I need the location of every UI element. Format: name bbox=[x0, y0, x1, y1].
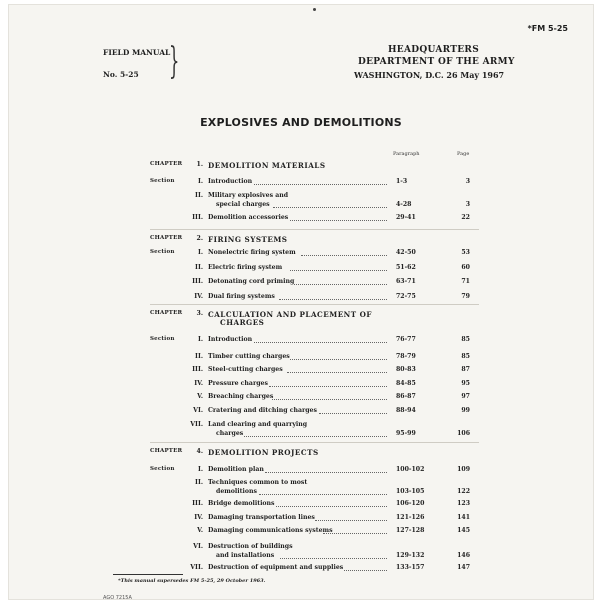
section-title: Military explosives and bbox=[208, 192, 289, 199]
page-number: 99 bbox=[461, 407, 470, 414]
page-number: 87 bbox=[461, 366, 470, 373]
chapter-title: DEMOLITION MATERIALS bbox=[208, 161, 326, 170]
chapter-label: CHAPTER bbox=[150, 310, 183, 316]
section-number: IV. bbox=[194, 380, 203, 387]
section-title: Damaging transportation lines bbox=[208, 514, 315, 521]
section-number: I. bbox=[197, 336, 203, 343]
section-label: Section bbox=[150, 336, 175, 342]
location-date: WASHINGTON, D.C. 26 May 1967 bbox=[354, 70, 505, 80]
page-number: 85 bbox=[461, 353, 470, 360]
paragraph-range: 106-120 bbox=[396, 500, 425, 507]
paragraph-range: 133-157 bbox=[396, 564, 425, 571]
paragraph-range: 86-87 bbox=[396, 393, 416, 400]
dot-leader bbox=[273, 207, 387, 208]
section-number: I. bbox=[197, 466, 203, 473]
paragraph-range: 100-102 bbox=[396, 466, 425, 473]
footnote-rule bbox=[113, 574, 183, 575]
section-title: Breaching charges bbox=[208, 393, 274, 400]
page-number: 106 bbox=[457, 430, 470, 437]
page-number: 85 bbox=[461, 336, 470, 343]
section-title: Timber cutting charges bbox=[208, 353, 290, 360]
section-title: Bridge demolitions bbox=[208, 500, 275, 507]
paragraph-range: 129-132 bbox=[396, 552, 425, 559]
dot-leader bbox=[269, 386, 387, 387]
document-page bbox=[8, 4, 594, 600]
paragraph-range: 78-79 bbox=[396, 353, 416, 360]
dot-leader bbox=[254, 342, 387, 343]
section-title: Demolition accessories bbox=[208, 214, 289, 221]
chapter-title-continued: CHARGES bbox=[220, 318, 265, 327]
footnote: *This manual supersedes FM 5-25, 29 October 1963. bbox=[118, 578, 266, 584]
page-number: 71 bbox=[461, 278, 470, 285]
chapter-number: 2. bbox=[196, 235, 203, 242]
section-number: I. bbox=[197, 249, 203, 256]
page-number: 141 bbox=[457, 514, 470, 521]
chapter-divider bbox=[150, 229, 479, 230]
manual-number: No. 5-25 bbox=[103, 70, 139, 79]
section-number: IV. bbox=[194, 514, 203, 521]
paragraph-range: 1-3 bbox=[396, 178, 408, 185]
section-title: Destruction of buildings bbox=[208, 543, 293, 550]
section-number: II. bbox=[195, 353, 203, 360]
page-column-header: Page bbox=[457, 151, 470, 157]
headquarters: HEADQUARTERS bbox=[388, 45, 480, 55]
section-number: III. bbox=[192, 278, 203, 285]
section-title: Destruction of equipment and supplies bbox=[208, 564, 344, 571]
page-number: 97 bbox=[461, 393, 470, 400]
paragraph-range: 103-105 bbox=[396, 488, 425, 495]
section-title: Introduction bbox=[208, 178, 253, 185]
footer-code: AGO 7215A bbox=[103, 595, 132, 600]
dot-leader bbox=[290, 270, 387, 271]
section-title: Techniques common to most bbox=[208, 479, 308, 486]
section-number: IV. bbox=[194, 293, 203, 300]
table-of-contents bbox=[8, 4, 594, 600]
dot-leader bbox=[319, 413, 387, 414]
chapter-number: 1. bbox=[196, 161, 203, 168]
chapter-label: CHAPTER bbox=[150, 161, 183, 167]
page-number: 123 bbox=[457, 500, 470, 507]
paragraph-column-header: Paragraph bbox=[393, 151, 420, 157]
section-title: Cratering and ditching charges bbox=[208, 407, 317, 414]
section-number: II. bbox=[195, 264, 203, 271]
section-label: Section bbox=[150, 466, 175, 472]
chapter-label: CHAPTER bbox=[150, 448, 183, 454]
paragraph-range: 84-85 bbox=[396, 380, 416, 387]
section-label: Section bbox=[150, 249, 175, 255]
section-number: VII. bbox=[190, 421, 203, 428]
dot-leader bbox=[344, 570, 387, 571]
section-number: VI. bbox=[193, 407, 203, 414]
dot-leader bbox=[287, 372, 387, 373]
paragraph-range: 42-50 bbox=[396, 249, 416, 256]
dot-leader bbox=[301, 255, 387, 256]
paragraph-range: 63-71 bbox=[396, 278, 416, 285]
section-title: Dual firing systems bbox=[208, 293, 275, 300]
dot-leader bbox=[259, 494, 387, 495]
section-title: Pressure charges bbox=[208, 380, 268, 387]
chapter-number: 3. bbox=[196, 310, 203, 317]
section-title: Detonating cord priming bbox=[208, 278, 295, 285]
section-title: Damaging communications systems bbox=[208, 527, 333, 534]
paragraph-range: 127-128 bbox=[396, 527, 425, 534]
section-number: I. bbox=[197, 178, 203, 185]
paragraph-range: 76-77 bbox=[396, 336, 416, 343]
dot-leader bbox=[279, 299, 387, 300]
page-number: 147 bbox=[457, 564, 470, 571]
paragraph-range: 80-83 bbox=[396, 366, 416, 373]
chapter-number: 4. bbox=[196, 448, 203, 455]
paragraph-range: 51-62 bbox=[396, 264, 416, 271]
section-title-continued: special charges bbox=[216, 201, 270, 208]
paragraph-range: 88-94 bbox=[396, 407, 416, 414]
paragraph-range: 29-41 bbox=[396, 214, 416, 221]
section-title-continued: demolitions bbox=[216, 488, 257, 495]
dot-leader bbox=[244, 436, 387, 437]
section-title-continued: and installations bbox=[216, 552, 275, 559]
section-number: II. bbox=[195, 192, 203, 199]
section-title: Steel-cutting charges bbox=[208, 366, 283, 373]
paragraph-range: 72-75 bbox=[396, 293, 416, 300]
section-number: III. bbox=[192, 500, 203, 507]
section-number: II. bbox=[195, 479, 203, 486]
section-title: Electric firing system bbox=[208, 264, 283, 271]
page-number: 122 bbox=[457, 488, 470, 495]
section-number: III. bbox=[192, 366, 203, 373]
dot-leader bbox=[315, 520, 387, 521]
department: DEPARTMENT OF THE ARMY bbox=[358, 57, 515, 67]
chapter-title: FIRING SYSTEMS bbox=[208, 235, 288, 244]
chapter-title: DEMOLITION PROJECTS bbox=[208, 448, 319, 457]
page-number: 53 bbox=[461, 249, 470, 256]
page-number: 22 bbox=[461, 214, 470, 221]
paragraph-range: 95-99 bbox=[396, 430, 416, 437]
page-number: 109 bbox=[457, 466, 470, 473]
chapter-divider bbox=[150, 304, 479, 305]
chapter-title: CALCULATION AND PLACEMENT OF bbox=[208, 310, 372, 319]
paragraph-range: 4-28 bbox=[396, 201, 412, 208]
section-title: Land clearing and quarrying bbox=[208, 421, 308, 428]
section-title: Demolition plan bbox=[208, 466, 264, 473]
page-number: 3 bbox=[465, 201, 470, 208]
section-label: Section bbox=[150, 178, 175, 184]
dot-leader bbox=[265, 472, 387, 473]
dot-leader bbox=[280, 558, 387, 559]
page-number: 146 bbox=[457, 552, 470, 559]
paragraph-range: 121-126 bbox=[396, 514, 425, 521]
chapter-divider bbox=[150, 442, 479, 443]
page-number: 60 bbox=[461, 264, 470, 271]
section-number: V. bbox=[197, 527, 203, 534]
section-number: VI. bbox=[193, 543, 203, 550]
dot-leader bbox=[254, 184, 387, 185]
field-manual-label: FIELD MANUAL bbox=[103, 48, 171, 57]
dot-leader bbox=[294, 284, 387, 285]
brace-icon: } bbox=[169, 41, 180, 82]
chapter-label: CHAPTER bbox=[150, 235, 183, 241]
dot-leader bbox=[276, 506, 387, 507]
section-title: Introduction bbox=[208, 336, 253, 343]
section-title: Nonelectric firing system bbox=[208, 249, 296, 256]
dot-leader bbox=[323, 533, 387, 534]
dot-leader bbox=[272, 399, 387, 400]
fm-number: *FM 5-25 bbox=[527, 24, 568, 33]
section-number: III. bbox=[192, 214, 203, 221]
page-number: 95 bbox=[461, 380, 470, 387]
section-number: V. bbox=[197, 393, 203, 400]
page-number: 79 bbox=[461, 293, 470, 300]
dot-leader bbox=[290, 359, 387, 360]
section-title-continued: charges bbox=[216, 430, 244, 437]
section-number: VII. bbox=[190, 564, 203, 571]
page-number: 145 bbox=[457, 527, 470, 534]
document-title: EXPLOSIVES AND DEMOLITIONS bbox=[200, 116, 402, 129]
dot-leader bbox=[290, 220, 387, 221]
page-number: 3 bbox=[465, 178, 470, 185]
